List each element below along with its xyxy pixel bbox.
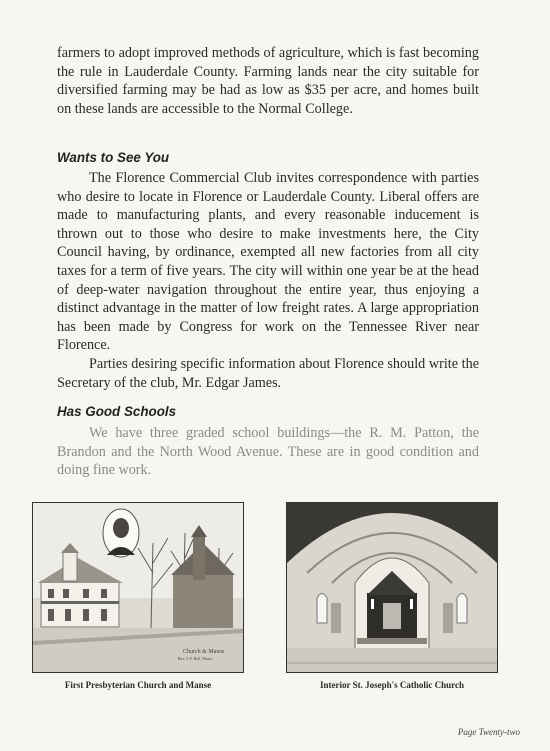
section-2-body — [57, 424, 479, 480]
photo-stamp-text-2: Rev. C.F. Bell, Pastor — [178, 656, 213, 661]
intro-text — [57, 44, 479, 118]
section-heading-wants-to-see-you: Wants to See You — [57, 150, 170, 165]
section-1-paragraph-1: The Florence Commercial Club invites correspondence with parties who desire to locate in Florence or Lauderdale County. Liberal offers are made to manufacturing plants, and every reasonable inducement is thrown out to those who desire to make investments here, the City Council having, by ordinance, exempted all new factories from all city taxes for a term of five years. The city will within one year be at the head of deep-water navigation throughout the entire year, thus enjoying a distinct advantage in the matter of low freight rates. A large appropriation has been made by Congress for work on the Tennessee River near Florence. — [57, 170, 479, 354]
caption-presbyterian-church: First Presbyterian Church and Manse — [64, 680, 212, 690]
photo-stamp-text-1: Church & Manse — [183, 649, 225, 655]
section-1-paragraph-2: Parties desiring specific information about Florence should write the Secretary of the club, Mr. Edgar James. — [57, 355, 479, 391]
caption-st-josephs-interior: Interior St. Joseph's Catholic Church — [320, 680, 464, 690]
church-interior-illustration — [287, 503, 497, 672]
intro-paragraph: farmers to adopt improved methods of agriculture, which is fast becoming the rule in Lauderdale County. Farming lands near the city suitable for diversified farming may be had as low as $35 per acre, and homes built on these lands are accessible to the Normal College. — [57, 45, 479, 117]
section-heading-has-good-schools: Has Good Schools — [57, 404, 177, 419]
photo-st-josephs-interior — [286, 502, 498, 673]
section-1-body — [57, 169, 479, 392]
page-number: Page Twenty-two — [457, 727, 520, 737]
church-exterior-illustration — [33, 503, 243, 672]
photo-presbyterian-church — [32, 502, 244, 673]
section-2-paragraph-1: We have three graded school buildings—the R. M. Patton, the Brandon and the North Wood Avenue. These are in good condition and doing fine work. — [57, 425, 479, 479]
